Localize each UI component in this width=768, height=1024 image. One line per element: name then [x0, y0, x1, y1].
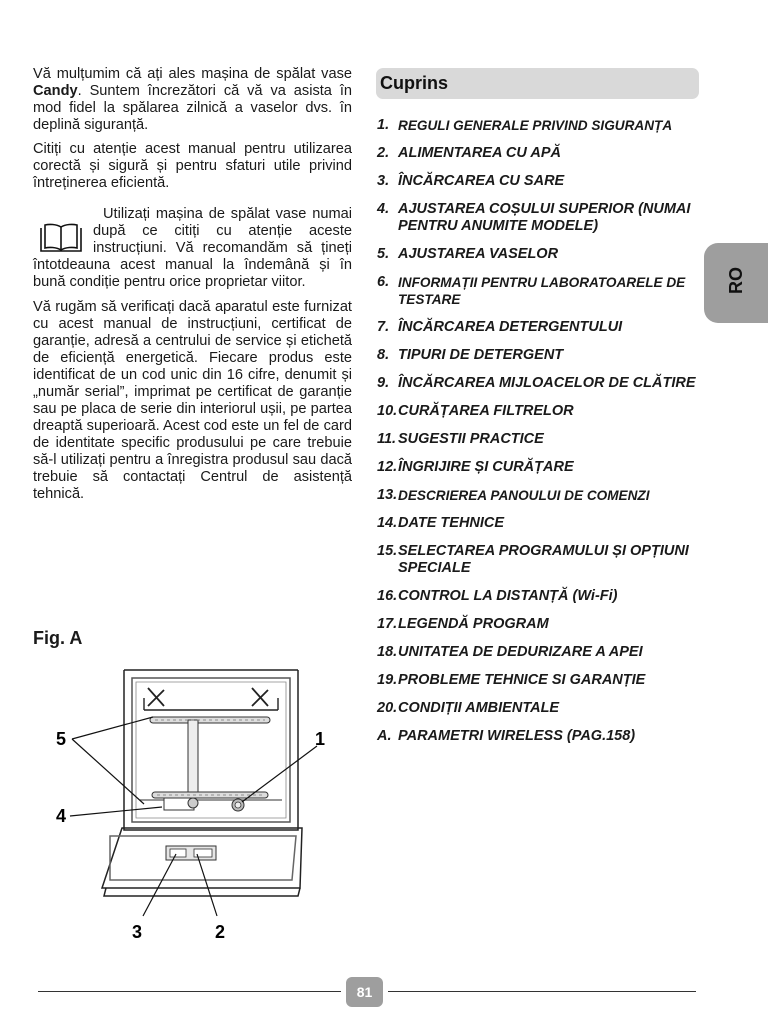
toc-item-title: ÎNGRIJIRE ȘI CURĂȚARE [398, 459, 574, 475]
toc-item [377, 145, 707, 162]
toc-item [377, 543, 707, 577]
toc-item-title: TIPURI DE DETERGENT [398, 347, 564, 363]
toc-item-title: PROBLEME TEHNICE SI GARANȚIE [398, 672, 646, 688]
intro-text: . Suntem încrezători că vă va asista în mod fidel la spălarea zilnică a vaselor dvs. în deplină siguranță. [33, 83, 352, 133]
footer-rule-left [38, 991, 341, 992]
toc-item [377, 117, 707, 134]
callout-label-1: 1 [315, 729, 326, 749]
toc-item [377, 403, 707, 420]
toc-item-title: SELECTAREA PROGRAMULUI ȘI OPȚIUNI SPECIALE [398, 543, 689, 576]
toc-item [377, 173, 707, 190]
toc-item-number: 6. [377, 274, 390, 290]
toc-item-number: 20. [377, 700, 398, 716]
intro-column [33, 66, 352, 510]
toc-item [377, 616, 707, 633]
toc-item-number: 13. [377, 487, 398, 503]
toc-item-title: AJUSTAREA COȘULUI SUPERIOR (NUMAI PENTRU ANUMITE MODELE) [398, 201, 691, 234]
toc-item-number: 9. [377, 375, 390, 391]
toc-item [377, 347, 707, 364]
toc-item-number: 7. [377, 319, 390, 335]
language-tab-label: RO [726, 267, 746, 294]
toc-item-title: ÎNCĂRCAREA DETERGENTULUI [398, 319, 623, 335]
salt-container [232, 799, 244, 811]
toc-item-title: UNITATEA DE DEDURIZARE A APEI [398, 644, 643, 660]
toc-item-number: 4. [377, 201, 390, 217]
toc-item-number: 16. [377, 588, 398, 604]
book-icon [39, 222, 83, 252]
toc-item [377, 201, 707, 235]
callout-label-2: 2 [215, 922, 226, 942]
language-tab [704, 243, 768, 323]
toc-item-number: 17. [377, 616, 398, 632]
notice-text: Utilizați mașina de spălat vase numai după ce citiți cu atenție aceste instrucțiuni. Vă recomandăm să țineți întotdeauna acest manual la îndemână și în bună condiție pentru orice proprietar viitor. [33, 206, 352, 290]
toc-item-number: A. [377, 728, 392, 744]
toc-item [377, 588, 707, 605]
callout-label-4: 4 [56, 806, 67, 826]
toc-item [377, 375, 707, 392]
toc-item [377, 459, 707, 476]
toc-item-number: 8. [377, 347, 390, 363]
toc-item-title: SUGESTII PRACTICE [398, 431, 544, 447]
toc-item-title: PARAMETRI WIRELESS (PAG.158) [398, 728, 636, 744]
toc-item-number: 18. [377, 644, 398, 660]
toc-item-number: 2. [377, 145, 390, 161]
toc-header [376, 68, 699, 99]
toc-item [377, 515, 707, 532]
toc-item [377, 319, 707, 336]
toc-item-number: 14. [377, 515, 398, 531]
notice-block [33, 206, 352, 291]
toc-item [377, 487, 707, 504]
brand-name: Candy [33, 83, 78, 99]
dishwasher-diagram [40, 650, 330, 950]
upper-rack [144, 688, 278, 710]
toc-item-number: 5. [377, 246, 390, 262]
toc-item-title: CONTROL LA DISTANȚĂ (Wi-Fi) [398, 588, 618, 604]
toc-list [377, 117, 707, 756]
toc-item [377, 431, 707, 448]
upper-spray-arm [150, 717, 270, 796]
toc-item-title: ÎNCĂRCAREA MIJLOACELOR DE CLĂTIRE [398, 375, 696, 391]
toc-item-title: ÎNCĂRCAREA CU SARE [398, 173, 565, 189]
toc-item-number: 3. [377, 173, 390, 189]
toc-item-title: LEGENDĂ PROGRAM [398, 616, 549, 632]
callout-label-3: 3 [132, 922, 143, 942]
toc-item-number: 10. [377, 403, 398, 419]
toc-item-title: DATE TEHNICE [398, 515, 505, 531]
toc-item [377, 644, 707, 661]
footer-rule-right [388, 991, 696, 992]
figure-title: Fig. A [33, 628, 83, 648]
open-door [102, 828, 302, 896]
toc-item-title: REGULI GENERALE PRIVIND SIGURANȚA [398, 118, 673, 133]
toc-item-number: 1. [377, 117, 390, 133]
dishwasher-cabinet [124, 670, 298, 830]
callout-label-5: 5 [56, 729, 67, 749]
toc-item-number: 15. [377, 543, 398, 559]
toc-title: Cuprins [380, 73, 449, 93]
page-number: 81 [346, 977, 383, 1007]
toc-item-number: 12. [377, 459, 398, 475]
toc-item-title: INFORMAȚII PENTRU LABORATOARELE DE TESTARE [398, 275, 686, 307]
intro-paragraph-verify: Vă rugăm să verificați dacă aparatul este furnizat cu acest manual de instrucțiuni, certificat de garanție, adresă a centrului de service și etichetă de eficiență energetică. Fiecare produs este identificat de un cod unic din 16 cifre, denumit și „număr serial”, imprimat pe certificat de garanție sau pe placa de serie din interiorul ușii, pe partea dreaptă superioară. Acest cod este un fel de card de identitate specific produsului pe care trebuie să-l utilizați pentru a înregistra produsul sau dacă trebuie să contactați Centrul de asistență tehnică. [33, 299, 352, 502]
intro-text: Vă mulțumim că ați ales mașina de spălat vase [33, 66, 352, 82]
toc-item [377, 728, 707, 745]
toc-item-title: AJUSTAREA VASELOR [398, 246, 559, 262]
toc-item [377, 700, 707, 717]
toc-item-title: DESCRIEREA PANOULUI DE COMENZI [398, 488, 650, 503]
toc-item-title: ALIMENTAREA CU APĂ [398, 145, 561, 161]
toc-item [377, 246, 707, 263]
toc-item-number: 11. [377, 431, 397, 447]
toc-item [377, 672, 707, 689]
filter [164, 798, 198, 810]
toc-item-title: CONDIȚII AMBIENTALE [398, 700, 560, 716]
toc-item [377, 274, 707, 308]
intro-paragraph-read: Citiți cu atenție acest manual pentru utilizarea corectă și sigură și pentru sfaturi utile privind întreținerea eficientă. [33, 141, 352, 191]
toc-item-title: CURĂȚAREA FILTRELOR [398, 403, 574, 419]
toc-item-number: 19. [377, 672, 398, 688]
intro-paragraph-welcome [33, 66, 352, 134]
